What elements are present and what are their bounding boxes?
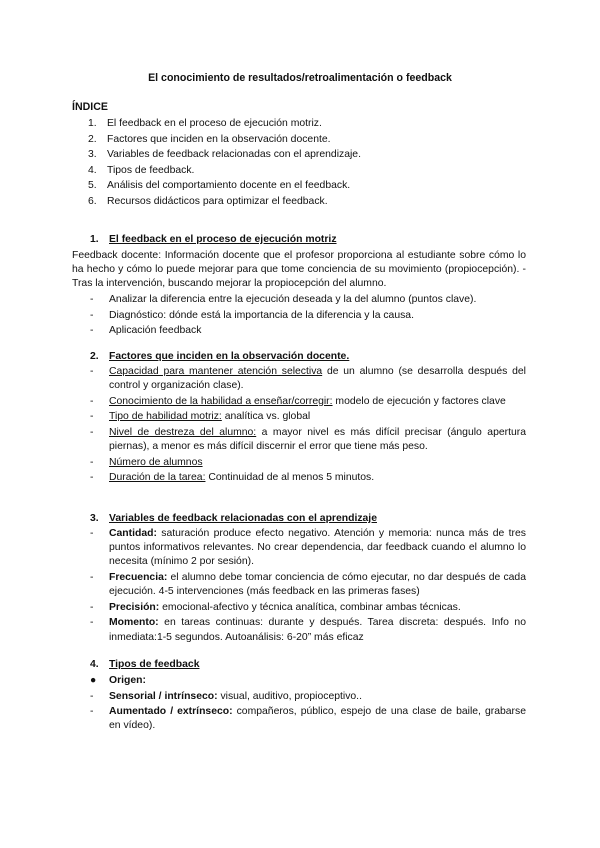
- section-list: [72, 527, 526, 646]
- list-item: - Capacidad para mantener atención selectiva de un alumno (se desarrolla después del control y organización clase).: [90, 366, 526, 392]
- toc-item: 3. Variables de feedback relacionadas con el aprendizaje.: [88, 149, 361, 160]
- list-item: - Tipo de habilidad motriz: analítica vs. global: [90, 411, 311, 423]
- toc-item: 2. Factores que inciden en la observación docente.: [88, 133, 331, 145]
- section-heading: 1. El feedback en el proceso de ejecución motriz: [90, 234, 337, 245]
- list-item: - Cantidad: saturación produce efecto negativo. Atención y memoria: nunca más de tres puntos informativos relevantes. No crear dependencia, dar feedback cuando el alumno lo necesita (mínimo 2 por sesión).: [90, 528, 526, 568]
- list-item: - Analizar la diferencia entre la ejecución deseada y la del alumno (puntos clave).: [90, 294, 477, 305]
- list-item: - Número de alumnos: [90, 456, 203, 468]
- list-item: - Duración de la tarea: Continuidad de al menos 5 minutos.: [90, 472, 375, 484]
- list-item: - Momento: en tareas continuas: durante y después. Tarea discreta: después. Info no inmediata:1-5 segundos. Autoanálisis: 6-20” más eficaz: [90, 617, 526, 643]
- section-list: [72, 293, 526, 340]
- toc-item: 6. Recursos didácticos para optimizar el feedback.: [88, 195, 328, 207]
- list-item: - Diagnóstico: dónde está la importancia de la diferencia y la causa.: [90, 309, 414, 321]
- section-heading: 4. Tipos de feedback: [90, 659, 200, 670]
- list-item: - Precisión: emocional-afectivo y técnica analítica, combinar ambas técnicas.: [90, 601, 461, 613]
- section-list: [72, 674, 526, 735]
- list-item: ● Origen:: [90, 675, 146, 686]
- section-heading: 2. Factores que inciden en la observación docente.: [90, 351, 350, 362]
- index-heading: ÍNDICE: [72, 101, 108, 113]
- list-item: - Conocimiento de la habilidad a enseñar/corregir: modelo de ejecución y factores clave: [90, 395, 506, 407]
- toc-item: 4. Tipos de feedback.: [88, 164, 195, 176]
- list-item: - Aumentado / extrínseco: compañeros, público, espejo de una clase de baile, grabarse en vídeo).: [90, 706, 526, 732]
- section-list: [72, 365, 526, 487]
- list-item: - Nivel de destreza del alumno: a mayor nivel es más difícil precisar (ángulo apertura piernas), a menor es más difícil discernir el error que tiene más peso.: [90, 426, 526, 453]
- toc-item: 1. El feedback en el proceso de ejecución motriz.: [88, 118, 322, 129]
- table-of-contents: [88, 116, 528, 209]
- list-item: - Sensorial / intrínseco: visual, auditivo, propioceptivo..: [90, 690, 362, 702]
- toc-item: 5. Análisis del comportamiento docente en el feedback.: [88, 180, 351, 191]
- list-item: - Aplicación feedback: [90, 325, 202, 337]
- list-item: - Frecuencia: el alumno debe tomar conciencia de cómo ejecutar, no dar después de cada ejecución. 4-5 intervenciones (más feedback en las primeras fases): [90, 572, 526, 598]
- section-paragraph: Feedback docente: Información docente que el profesor proporciona al estudiante sobre cómo lo ha hecho y cómo lo puede mejorar para que tome conciencia de su movimiento (propiocepción). - Tras la intervención, buscando mejorar la propiocepción del alumno.: [72, 250, 526, 290]
- section-heading: 3. Variables de feedback relacionadas con el aprendizaje: [90, 513, 377, 524]
- document-title: El conocimiento de resultados/retroalimentación o feedback: [148, 72, 452, 84]
